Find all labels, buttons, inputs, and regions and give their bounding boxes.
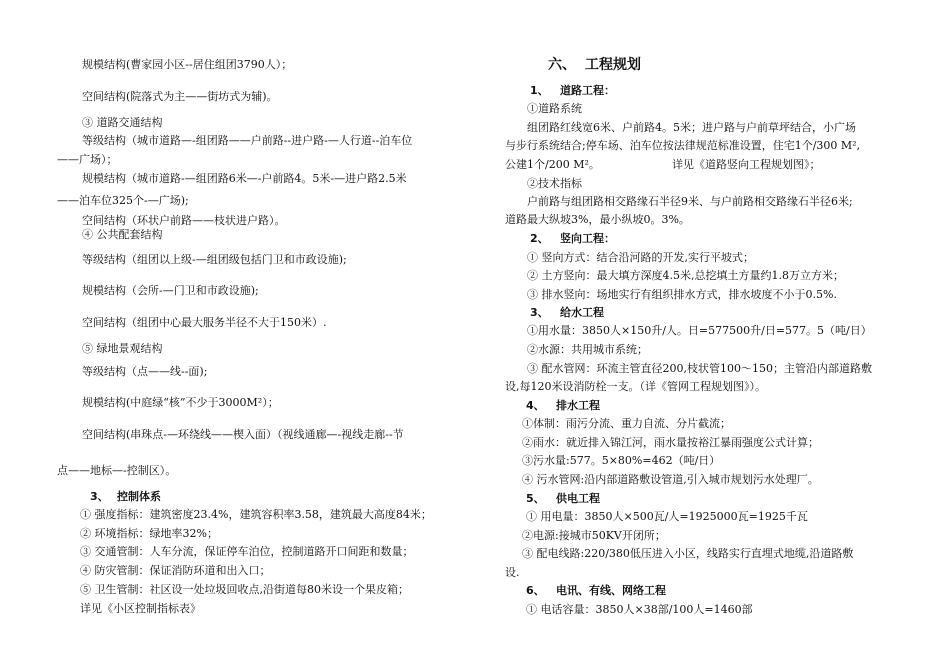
text-line: 空间结构（环状户前路——枝状进户路）。 [82, 214, 286, 227]
text-line: 详见《小区控制指标表》 [80, 602, 201, 615]
list-item: ③ 配电线路:220/380低压进入小区，线路实行直埋式地缆,沿道路敷 [522, 547, 854, 560]
text-line: 点——地标—-控制区）。 [57, 464, 177, 477]
chapter-number: 六、 [548, 57, 576, 73]
section-title: 供电工程 [556, 492, 600, 505]
text-line: 空间结构（组团中心最大服务半径不大于150米）. [82, 316, 327, 329]
section-title: 给水工程 [560, 306, 604, 319]
list-item: ④ 防灾管制：保证消防环道和出入口； [80, 564, 271, 577]
section-title: 电讯、有线、网络工程 [556, 584, 666, 597]
list-item: ① 用电量：3850人×500瓦/人=1925000瓦=1925千瓦 [526, 510, 808, 523]
text-line: 道路最大纵坡3%，最小纵坡0。3%。 [505, 213, 690, 226]
text-line: 等级结构（组团以上级-—组团级包括门卫和市政设施); [82, 253, 347, 266]
reference-note: 详见《道路竖向工程规划图》； [672, 158, 821, 171]
text-line: ——泊车位325个-—广场); [57, 194, 189, 207]
chapter-title: 工程规划 [585, 57, 641, 73]
section-number: 6、 [526, 584, 545, 597]
section-number: 5、 [526, 492, 545, 505]
section-number: 3、 [90, 490, 109, 503]
list-item: ①用水量：3850人×150升/人。日=577500升/日=577。5（吨/日） [527, 324, 872, 337]
text-line: 组团路红线宽6米、户前路4。5米；进户路与户前草坪结合，小广场 [527, 121, 856, 134]
section-title: 竖向工程： [560, 232, 615, 245]
section-title: 控制体系 [117, 490, 161, 503]
list-item: ① 强度指标：建筑密度23.4%，建筑容积率3.58，建筑最大高度84米； [80, 508, 432, 521]
section-number: 2、 [530, 232, 549, 245]
list-item: ②电源:接城市50KV开闭所； [522, 529, 666, 542]
list-item: ② 土方竖向：最大填方深度4.5米,总挖填土方量约1.8万立方米； [527, 269, 844, 282]
text-line: 空间结构(院落式为主——街坊式为辅)。 [82, 90, 278, 103]
text-line: 规模结构（会所-—门卫和市政设施); [82, 284, 259, 297]
section-number: 1、 [530, 84, 549, 97]
subsection-heading: ①道路系统 [527, 102, 582, 115]
list-item: ③ 配水管网：环流主管直径200,枝状管100～150；主管沿内部道路敷 [527, 362, 872, 375]
text-line: 规模结构（城市道路-—组团路6米—-户前路4。5米-—进户路2.5米 [82, 172, 407, 185]
text-line: 设. [505, 566, 520, 579]
section-number: 3、 [530, 306, 549, 319]
section-heading: ④ 公共配套结构 [82, 228, 163, 241]
section-heading: ③ 道路交通结构 [82, 116, 163, 129]
list-item: ② 环境指标：绿地率32%； [80, 527, 218, 540]
list-item: ①体制：雨污分流、重力自流、分片截流； [522, 417, 731, 430]
text-line: 与步行系统结合;停车场、泊车位按法律规范标准设置，住宅1个/300 M², [505, 139, 861, 152]
subsection-heading: ②技术指标 [527, 177, 582, 190]
section-heading: ⑤ 绿地景观结构 [82, 342, 163, 355]
section-title: 道路工程： [560, 84, 615, 97]
list-item: ②水源：共用城市系统； [527, 343, 648, 356]
text-line: 规模结构(中庭绿“核”不少于3000M²）； [82, 396, 279, 409]
list-item: ⑤ 卫生管制：社区设一处垃圾回收点,沿街道每80米设一个果皮箱； [80, 583, 409, 596]
text-line: 规模结构(曹家园小区--居住组团3790人）； [82, 58, 293, 71]
list-item: ④ 污水管网:沿内部道路敷设管道,引入城市规划污水处理厂。 [522, 473, 819, 486]
list-item: ③ 交通管制：人车分流，保证停车泊位，控制道路开口间距和数量； [80, 545, 414, 558]
text-line: 等级结构（城市道路—-组团路——户前路--进户路-—人行道--泊车位 [82, 134, 413, 147]
list-item: ③ 排水竖向：场地实行有组织排水方式，排水坡度不小于0.5%. [527, 288, 837, 301]
list-item: ③污水量:577。5×80%=462（吨/日） [522, 454, 721, 467]
text-line: 户前路与组团路相交路缘石半径9米、与户前路相交路缘石半径6米; [527, 195, 853, 208]
text-line: 等级结构（点——线--面); [82, 365, 208, 378]
text-line: 设,每120米设消防栓一支。（详《管网工程规划图》）。 [505, 380, 766, 393]
section-number: 4、 [526, 399, 545, 412]
list-item: ① 电话容量：3850人×38部/100人=1460部 [526, 603, 753, 616]
list-item: ① 竖向方式：结合沿河路的开发,实行平坡式； [527, 251, 754, 264]
list-item: ②雨水：就近排入锦江河，雨水量按裕江暴雨强度公式计算； [522, 436, 819, 449]
text-line: 空间结构(串珠点-—环绕线——楔入面）（视线通廊—-视线走廊--节 [82, 428, 404, 441]
section-title: 排水工程 [556, 399, 600, 412]
text-line: ——广场）； [57, 153, 118, 166]
text-line: 公建1个/200 M²。 [505, 158, 600, 171]
